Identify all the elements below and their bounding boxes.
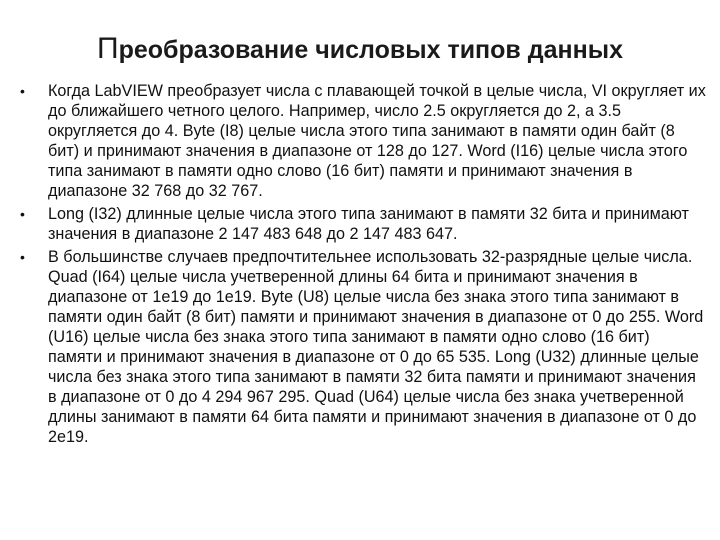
- bullet-text: В большинстве случаев предпочтительнее использовать 32-разрядные целые числа. Quad (I64) целые числа учетверенной длины 64 бита и принимают значения в диапазоне от 1e19 до 1e19. Byte (U8) целые числа без знака этого типа занимают в памяти один байт (8 бит) памяти и принимают значения в диапазоне от 0 до 255. Word (U16) целые числа без знака этого типа занимают в памяти одно слово (16 бит) памяти и принимают значения в диапазоне от 0 до 65 535. Long (U32) длинные целые числа без знака этого типа занимают в памяти 32 бита памяти и принимают значения в диапазоне от 0 до 4 294 967 295. Quad (U64) целые числа без знака учетверенной длины занимают в памяти 64 бита памяти и принимают значения в диапазоне от 0 до 2e19.: [48, 248, 704, 446]
- bullet-text: Когда LabVIEW преобразует числа с плавающей точкой в целые числа, VI округляет их до ближайшего четного целого. Например, число 2.5 округляется до 2, а 3.5 округляется до 4. Byte (I8) целые числа этого типа занимают в памяти один байт (8 бит) и принимают значения в диапазоне от 128 до 127. Word (I16) целые числа этого типа занимают в памяти одно слово (16 бит) памяти и принимают значения в диапазоне 32 768 до 32 767.: [48, 82, 706, 200]
- slide-title: [0, 32, 720, 66]
- bullet-item: [20, 247, 706, 447]
- bullet-text: Long (I32) длинные целые числа этого типа занимают в памяти 32 бита и принимают значения в диапазоне 2 147 483 648 до 2 147 483 647.: [48, 205, 689, 243]
- slide-title-initial: П: [97, 32, 119, 65]
- bullet-item: [20, 81, 706, 201]
- bullet-icon: •: [20, 249, 25, 265]
- bullet-icon: •: [20, 83, 25, 99]
- slide-title-text: реобразование числовых типов данных: [118, 36, 623, 64]
- bullet-item: [20, 204, 706, 244]
- bullet-list: [20, 81, 706, 450]
- bullet-icon: •: [20, 206, 25, 222]
